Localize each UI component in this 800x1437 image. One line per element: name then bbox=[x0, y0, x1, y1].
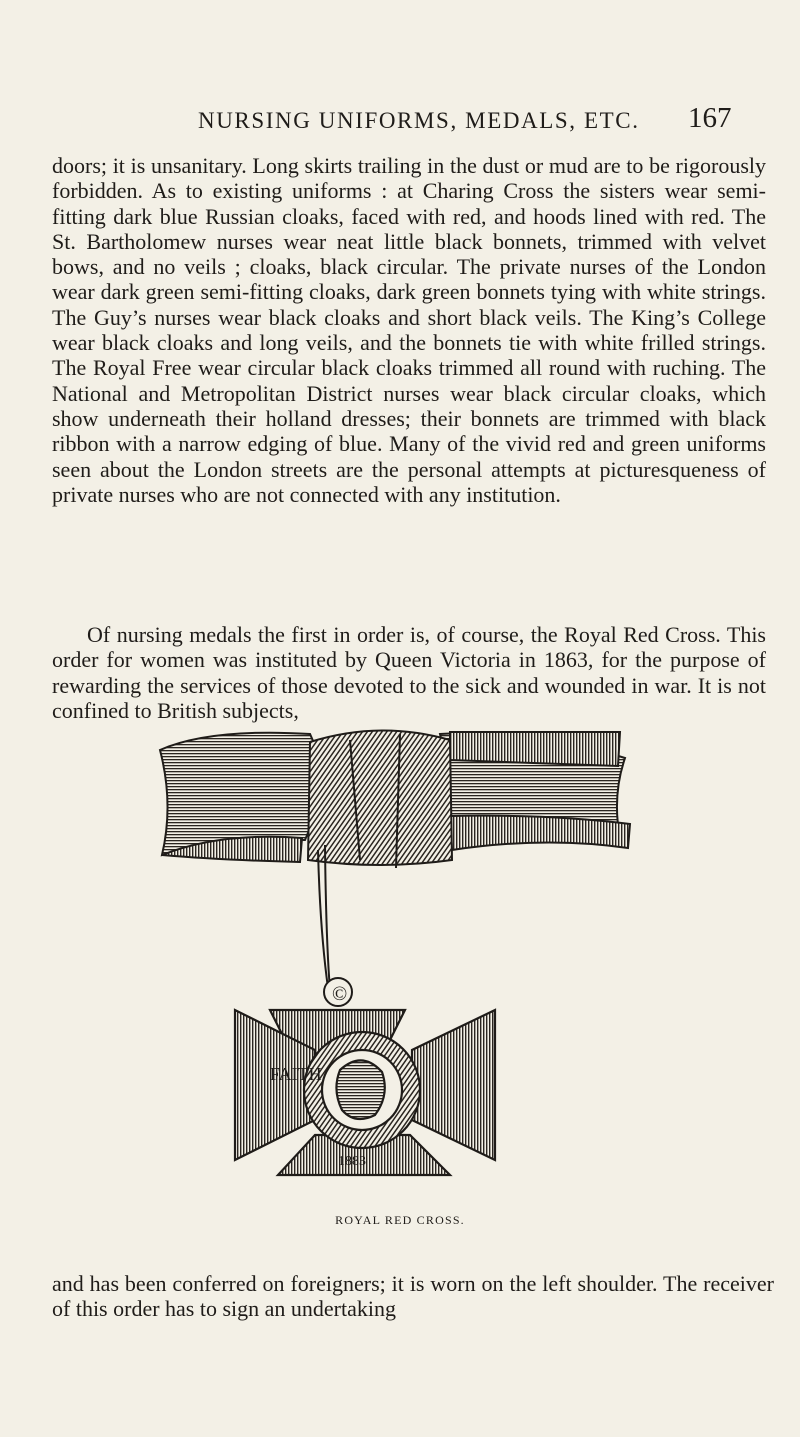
body-paragraph: Of nursing medals the first in order is, of course, the Royal Red Cross. This order for women was instituted by Queen Victoria in 1863, for the purpose of rewarding the services of those devoted to the sick and wounded in war. It is not confined to British subjects, bbox=[52, 622, 766, 723]
ribbon-bow bbox=[160, 730, 630, 1006]
page-number: 167 bbox=[688, 102, 732, 134]
running-header bbox=[0, 104, 800, 144]
running-title: NURSING UNIFORMS, MEDALS, ETC. bbox=[198, 108, 640, 133]
figure-caption: ROYAL RED CROSS. bbox=[335, 1213, 465, 1227]
royal-red-cross-illustration bbox=[150, 720, 650, 1190]
body-paragraph: and has been conferred on foreigners; it is worn on the left shoulder. The receiver of this order has to sign an undertaking bbox=[52, 1271, 774, 1322]
svg-text:1883: 1883 bbox=[338, 1154, 366, 1169]
body-paragraph: doors; it is unsanitary. Long skirts trailing in the dust or mud are to be rigorously forbidden. As to existing uniforms : at Charing Cross the sisters wear semi-fitting dark blue Russian cloaks, faced with red, and hoods lined with red. The St. Bartholomew nurses wear neat little black bonnets, trimmed with velvet bows, and no veils ; cloaks, black circular. The private nurses of the London wear dark green semi-fitting cloaks, dark green bonnets tying with white strings. The Guy’s nurses wear black cloaks and short black veils. The King’s College wear black cloaks and long veils, and the bonnets tie with white frilled strings. The Royal Free wear circular black cloaks trimmed all round with ruching. The National and Metropolitan District nurses wear black circular cloaks, which show underneath their holland dresses; their bonnets are trimmed with black ribbon with a narrow edging of blue. Many of the vivid red and green uniforms seen about the London streets are the personal attempts at picturesqueness of private nurses who are not connected with any institution. bbox=[52, 153, 766, 507]
cross-medal bbox=[235, 1010, 495, 1175]
svg-text:FAITH: FAITH bbox=[270, 1064, 322, 1084]
svg-text:©: © bbox=[332, 983, 348, 1005]
